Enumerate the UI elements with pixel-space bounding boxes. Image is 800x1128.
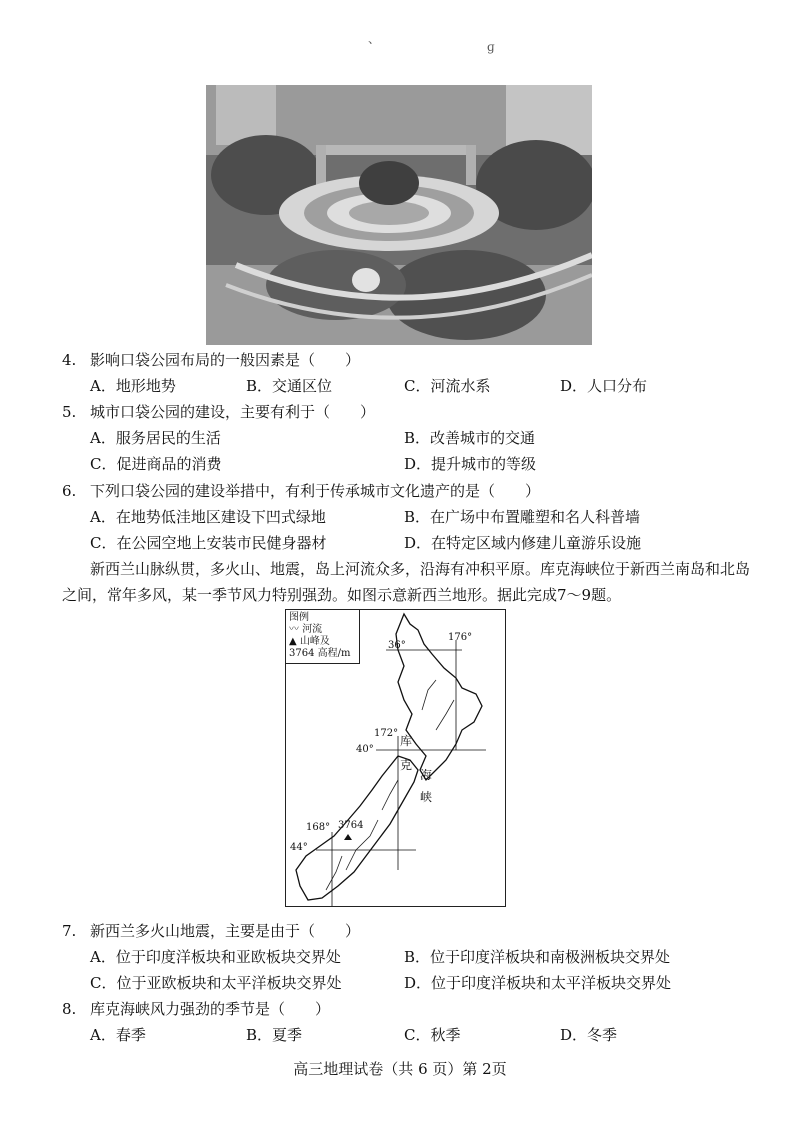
question-stem: 下列口袋公园的建设举措中，有利于传承城市文化遗产的是（ ）: [90, 482, 541, 500]
park-image-icon: [206, 85, 592, 345]
strait-label-4: 峡: [420, 790, 433, 804]
lon-168-label: 168°: [306, 822, 331, 833]
legend-river-label: 河流: [302, 624, 323, 635]
option: B．夏季: [246, 1026, 303, 1044]
question-number: 8.: [62, 1000, 77, 1018]
lat-44-label: 44°: [290, 842, 308, 853]
question-stem: 影响口袋公园布局的一般因素是（ ）: [90, 351, 361, 369]
river-icon: 〰: [289, 624, 303, 635]
option: B．改善城市的交通: [404, 429, 536, 447]
option: C．秋季: [404, 1026, 461, 1044]
option: C．在公园空地上安装市民健身器材: [90, 534, 327, 552]
peak-icon: ▲: [289, 636, 300, 647]
option: C．河流水系: [404, 377, 491, 395]
option: D．提升城市的等级: [404, 455, 537, 473]
strait-label-2: 克: [400, 758, 413, 772]
scan-mark: 、: [368, 32, 381, 46]
question-number: 5.: [62, 403, 77, 421]
question-stem: 城市口袋公园的建设，主要有利于（ ）: [90, 403, 376, 421]
option: A．春季: [90, 1026, 146, 1044]
strait-label-1: 库: [400, 734, 413, 748]
option: D．冬季: [560, 1026, 618, 1044]
question-number: 4.: [62, 351, 77, 369]
option: A．地形地势: [90, 377, 176, 395]
strait-label-3: 海: [420, 768, 433, 782]
option: D．人口分布: [560, 377, 648, 395]
question-stem: 新西兰多火山地震，主要是由于（ ）: [90, 922, 361, 940]
option: C．位于亚欧板块和太平洋板块交界处: [90, 974, 342, 992]
question-number: 6.: [62, 482, 77, 500]
question-stem: 库克海峡风力强劲的季节是（ ）: [90, 1000, 331, 1018]
page-footer: 高三地理试卷（共 6 页）第 2页: [293, 1060, 507, 1078]
option: B．交通区位: [246, 377, 333, 395]
legend-title: 图例: [289, 612, 309, 623]
passage-text: 新西兰山脉纵贯，多火山、地震，岛上河流众多，沿海有冲积平原。库克海峡位于新西兰南岛和北岛之间，常年多风，某一季节风力特别强劲。如图示意新西兰地形。据此完成7～9题。: [62, 560, 751, 604]
option: A．在地势低洼地区建设下凹式绿地: [90, 508, 326, 526]
pocket-park-photo: [206, 85, 592, 345]
scan-mark: ɡ: [487, 40, 495, 54]
option: A．位于印度洋板块和亚欧板块交界处: [90, 948, 341, 966]
new-zealand-map: [285, 609, 506, 907]
map-drawing: [286, 610, 505, 906]
lat-36-label: 36°: [388, 640, 406, 651]
option: D．在特定区域内修建儿童游乐设施: [404, 534, 642, 552]
option: A．服务居民的生活: [90, 429, 221, 447]
lon-176-label: 176°: [448, 632, 473, 643]
legend-peak-label: 山峰及: [299, 636, 330, 647]
option: D．位于印度洋板块和太平洋板块交界处: [404, 974, 672, 992]
passage: [62, 556, 752, 608]
lat-40-label: 40°: [356, 744, 374, 755]
lon-172-label: 172°: [374, 728, 399, 739]
question-number: 7.: [62, 922, 77, 940]
legend-peak-elevation: 3764 高程/m: [289, 648, 351, 659]
peak-elevation-label: 3764: [338, 820, 364, 831]
option: B．在广场中布置雕塑和名人科普墙: [404, 508, 641, 526]
option: C．促进商品的消费: [90, 455, 222, 473]
option: B．位于印度洋板块和南极洲板块交界处: [404, 948, 671, 966]
